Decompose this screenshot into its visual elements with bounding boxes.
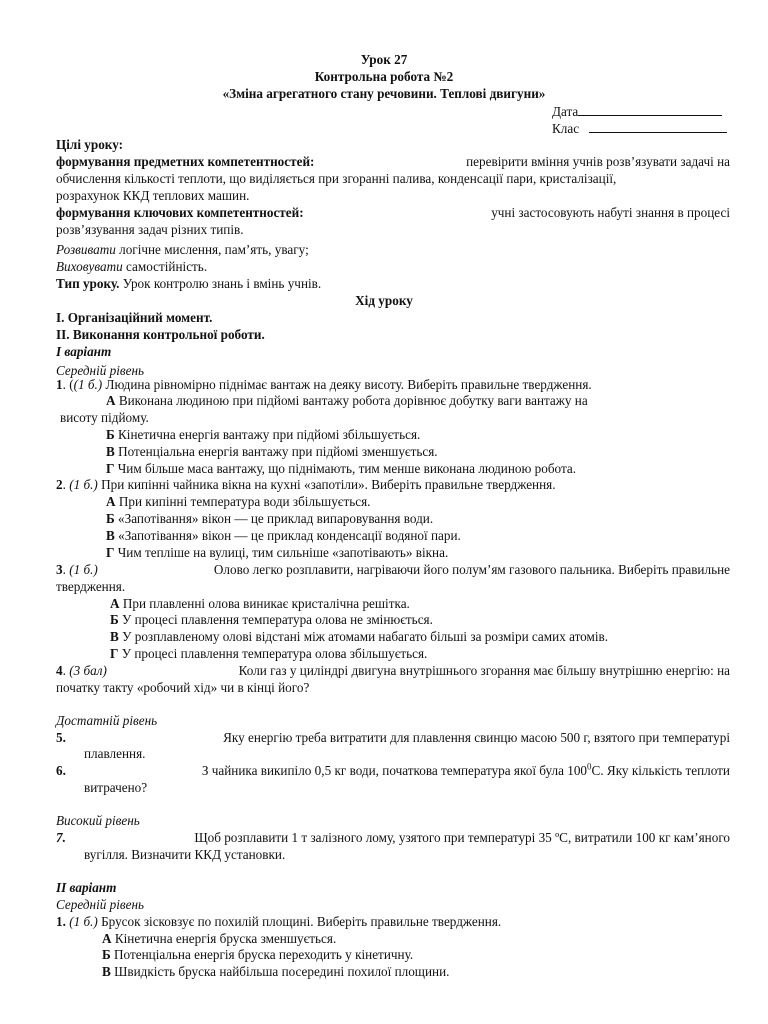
goals-subject-line3: розрахунок ККД теплових машин. xyxy=(56,188,250,203)
topic-title: «Зміна агрегатного стану речовини. Теплові двигуни» xyxy=(222,86,546,101)
v2-q1-option-b: Б Потенціальна енергія бруска переходить у кінетичну. xyxy=(102,947,414,962)
v1-question-6: 6. З чайника википіло 0,5 кг води, початкова температура якої була $100^0С$. Яку кількість теплоти xyxy=(56,761,730,778)
v2-q1-option-c: В Швидкість бруска найбільша посередині похилої площини. xyxy=(102,964,450,979)
variant2-title: II варіант xyxy=(56,880,117,895)
class-label: Клас xyxy=(552,121,580,136)
v1-question-7: 7. Щоб розплавити 1 т залізного лому, узятого при температурі 35 ºС, витратили 100 кг кам’яного xyxy=(56,830,730,845)
v1-q3-option-d: Г У процесі плавлення температура олова збільшується. xyxy=(110,646,428,661)
v1-q2-option-d: Г Чим тепліше на вулиці, тим сильніше «запотівають» вікна. xyxy=(106,545,449,560)
v1-question-3: 3. (1 б.) Олово легко розплавити, нагріваючи його полум’ям газового пальника. Виберіть правильне xyxy=(56,562,730,577)
date-label: Дата xyxy=(552,104,579,119)
work-title: Контрольна робота №2 xyxy=(314,69,454,84)
v1-q1-option-a-cont: висоту підйому. xyxy=(60,410,149,425)
variant1-title: I варіант xyxy=(56,344,112,359)
v1-question-4: 4. (3 бал) Коли газ у циліндрі двигуна внутрішнього згорання має більшу внутрішню енергію: на xyxy=(56,663,730,678)
v1-q2-option-b: Б «Запотівання» вікон — це приклад випаровування води. xyxy=(106,511,434,526)
v1-q3-option-b: Б У процесі плавлення температура олова не змінюється. xyxy=(110,612,433,627)
v1-question-1: 1. ((1 б.) Людина рівномірно піднімає вантаж на деяку висоту. Виберіть правильне твердження. xyxy=(56,377,592,392)
variant2-level-mid: Середній рівень xyxy=(56,897,145,912)
v1-q1-option-b: Б Кінетична енергія вантажу при підйомі збільшується. xyxy=(106,427,421,442)
v1-q3-option-a: А При плавленні олова виникає кристалічна решітка. xyxy=(110,596,410,611)
section-test: II. Виконання контрольної роботи. xyxy=(56,327,265,342)
date-underline xyxy=(578,103,722,116)
date-field xyxy=(552,103,722,120)
v1-question-6-cont: витрачено? xyxy=(84,780,148,795)
v1-q2-option-a: А При кипінні температура води збільшується. xyxy=(106,494,371,509)
v1-q1-option-c: В Потенціальна енергія вантажу при підйомі зменшується. xyxy=(106,444,438,459)
goals-educate: Виховувати самостійність. xyxy=(56,259,208,274)
v1-q1-option-d: Г Чим більше маса вантажу, що піднімають, тим менше виконана людиною робота. xyxy=(106,461,577,476)
v1-question-5-cont: плавлення. xyxy=(84,746,146,761)
v2-q1-option-a: А Кінетична енергія бруска зменшується. xyxy=(102,931,337,946)
goals-develop: Розвивати логічне мислення, пам’ять, увагу; xyxy=(56,242,309,257)
v1-question-7-cont: вугілля. Визначити ККД установки. xyxy=(84,847,286,862)
variant1-level-high: Високий рівень xyxy=(56,813,140,828)
lesson-number: Урок 27 xyxy=(360,52,408,67)
goals-title: Цілі уроку: xyxy=(56,137,124,152)
v1-question-5: 5. Яку енергію треба витратити для плавлення свинцю масою 500 г, взятого при температурі xyxy=(56,730,730,745)
goals-subject-line2: обчислення кількості теплоти, що виділяється при згоранні палива, конденсації пари, кристалізації, xyxy=(56,171,617,186)
subject-competence-label: формування предметних компетентностей: xyxy=(56,154,315,169)
key-competence-label: формування ключових компетентностей: xyxy=(56,205,304,220)
course-title: Хід уроку xyxy=(355,293,413,308)
variant1-level-sufficient: Достатній рівень xyxy=(56,713,158,728)
v1-q3-option-c: В У розплавленому олові відстані між атомами набагато більші за розміри самих атомів. xyxy=(110,629,609,644)
section-organizational: I. Організаційний момент. xyxy=(56,310,213,325)
v1-question-3-cont: твердження. xyxy=(56,579,126,594)
goals-key-line1: формування ключових компетентностей: учні застосовують набуті знання в процесі xyxy=(56,205,730,220)
v2-question-1: 1. (1 б.) Брусок зісковзує по похилій площині. Виберіть правильне твердження. xyxy=(56,914,502,929)
variant1-level-mid: Середній рівень xyxy=(56,363,145,378)
class-field xyxy=(552,120,727,137)
lesson-type: Тип уроку. Урок контролю знань і вмінь учнів. xyxy=(56,276,322,291)
goals-key-line2: розв’язування задач різних типів. xyxy=(56,222,244,237)
v1-q2-option-c: В «Запотівання» вікон — це приклад конденсації водяної пари. xyxy=(106,528,461,543)
v1-q1-option-a: А Виконана людиною при підйомі вантажу робота дорівнює добутку ваги вантажу на xyxy=(106,393,588,408)
v1-question-4-cont: початку такту «робочий хід» чи в кінці його? xyxy=(56,680,310,695)
goals-subject-line1: формування предметних компетентностей: перевірити вміння учнів розв’язувати задачі на xyxy=(56,154,730,169)
class-underline xyxy=(589,120,727,133)
v1-question-2: 2. (1 б.) При кипінні чайника вікна на кухні «запотіли». Виберіть правильне твердження. xyxy=(56,477,556,492)
